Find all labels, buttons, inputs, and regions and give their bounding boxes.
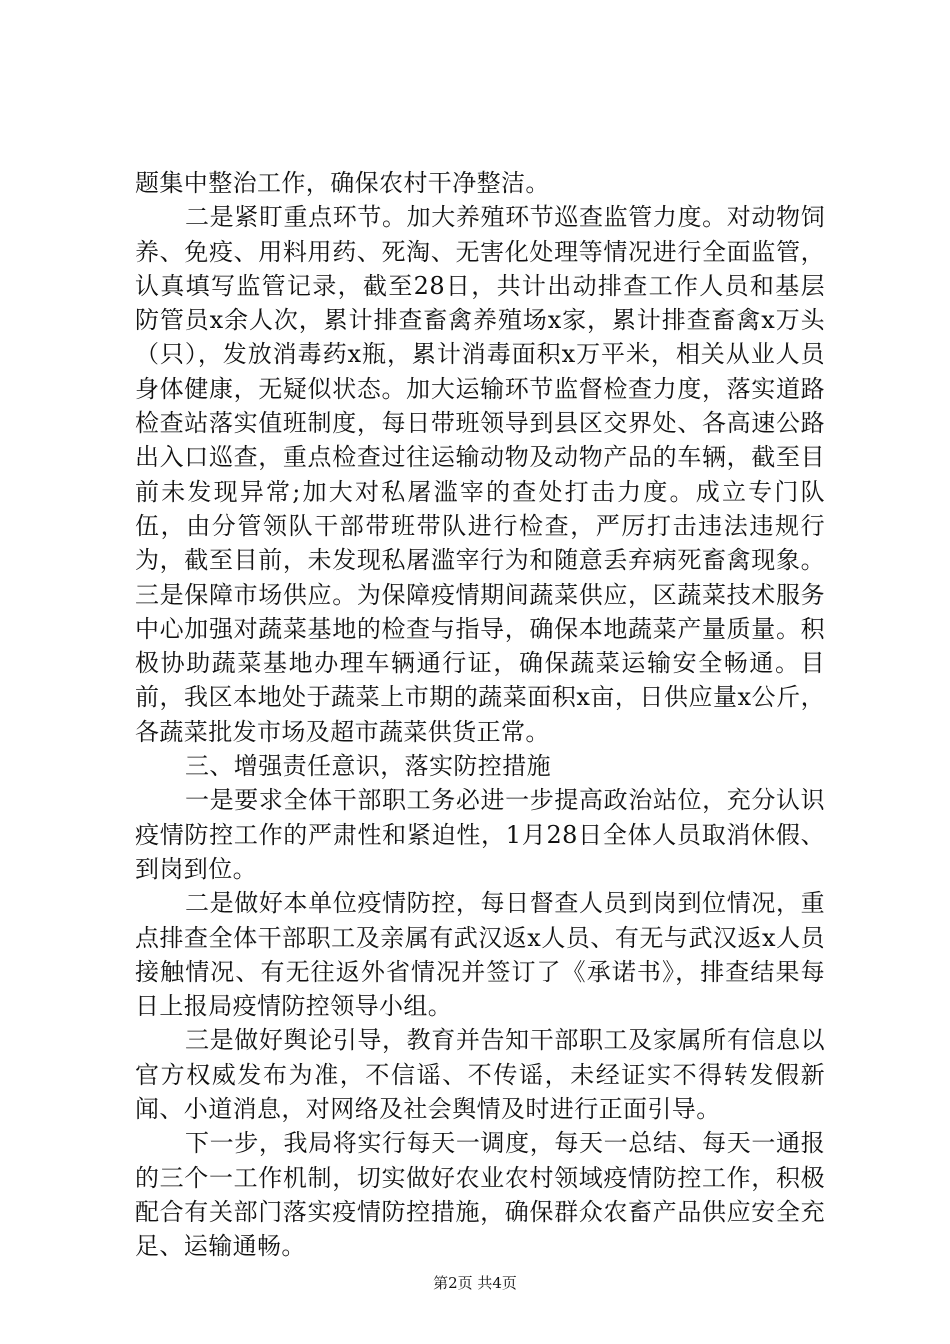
paragraph-unit-prevention: 二是做好本单位疫情防控，每日督查人员到岗到位情况，重点排查全体干部职工及亲属有武汉返x人员、有无与武汉返x人员接触情况、有无往返外省情况并签订了《承诺书》，排查结果每日上报局疫情防控领导小组。	[135, 889, 825, 1021]
document-body	[135, 166, 825, 1264]
paragraph-next-steps: 下一步，我局将实行每天一调度，每天一总结、每天一通报的三个一工作机制，切实做好农业农村领域疫情防控工作，积极配合有关部门落实疫情防控措施，确保群众农畜产品供应安全充足、运输通畅。	[135, 1129, 825, 1261]
paragraph-continuation: 题集中整治工作，确保农村干净整洁。	[135, 169, 550, 197]
paragraph-public-opinion: 三是做好舆论引导，教育并告知干部职工及家属所有信息以官方权威发布为准，不信谣、不传谣，未经证实不得转发假新闻、小道消息，对网络及社会舆情及时进行正面引导。	[135, 1026, 825, 1124]
paragraph-key-links: 二是紧盯重点环节。加大养殖环节巡查监管力度。对动物饲养、免疫、用料用药、死淘、无害化处理等情况进行全面监管，认真填写监管记录，截至28日，共计出动排查工作人员和基层防管员x余人次，累计排查畜禽养殖场x家，累计排查畜禽x万头（只），发放消毒药x瓶，累计消毒面积x万平米，相关从业人员身体健康，无疑似状态。加大运输环节监督检查力度，落实道路检查站落实值班制度，每日带班领导到县区交界处、各高速公路出入口巡查，重点检查过往运输动物及动物产品的车辆，截至目前未发现异常;加大对私屠滥宰的查处打击力度。成立专门队伍，由分管领队干部带班带队进行检查，严厉打击违法违规行为，截至目前，未发现私屠滥宰行为和随意丢弃病死畜禽现象。三是保障市场供应。为保障疫情期间蔬菜供应，区蔬菜技术服务中心加强对蔬菜基地的检查与指导，确保本地蔬菜产量质量。积极协助蔬菜基地办理车辆通行证，确保蔬菜运输安全畅通。目前，我区本地处于蔬菜上市期的蔬菜面积x亩，日供应量x公斤，各蔬菜批发市场及超市蔬菜供货正常。	[135, 203, 825, 746]
section-heading-3: 三、增强责任意识，落实防控措施	[185, 752, 551, 781]
paragraph-political-stance: 一是要求全体干部职工务必进一步提高政治站位，充分认识疫情防控工作的严肃性和紧迫性，1月28日全体人员取消休假、到岗到位。	[135, 786, 825, 883]
page-number-footer: 第2页 共4页	[433, 1274, 517, 1292]
